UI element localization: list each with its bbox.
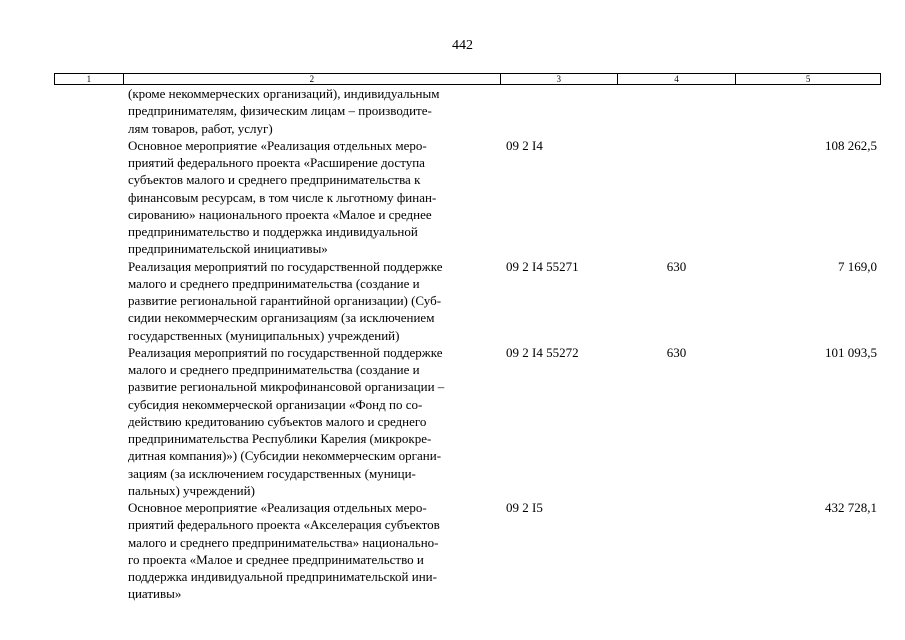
header-col-2: 2: [123, 74, 500, 84]
description-line: малого и среднего предпринимательства» национально-: [128, 534, 439, 550]
header-col-3: 3: [500, 74, 617, 84]
budget-table: [54, 73, 881, 603]
row-description: [122, 85, 500, 137]
description-line: пальных) учреждений): [128, 482, 255, 498]
description-line: поддержка индивидуальной предпринимательской ини-: [128, 569, 437, 584]
description-line: зациям (за исключением государственных (муници-: [128, 465, 416, 481]
row-type: [617, 499, 736, 603]
table-row: [54, 344, 881, 499]
description-line: лям товаров, работ, услуг): [128, 120, 273, 136]
table-row: [54, 85, 881, 137]
description-line: дитная компания)») (Субсидии некоммерческим органи-: [128, 448, 442, 464]
description-line: малого и среднего предпринимательства (создание и: [128, 275, 420, 291]
description-line: субъектов малого и среднего предпринимательства к: [128, 172, 421, 188]
row-type: 630: [666, 344, 687, 360]
row-amount: 432 728,1: [825, 500, 877, 515]
description-line: малого и среднего предпринимательства (создание и: [128, 362, 420, 377]
description-line: субсидия некоммерческой организации «Фонд по со-: [128, 396, 423, 412]
description-line: Реализация мероприятий по государственной поддержке: [128, 344, 443, 360]
row-code: 09 2 I5: [506, 500, 543, 515]
description-line: сидии некоммерческим организациям (за исключением: [128, 310, 435, 326]
row-description: [122, 137, 500, 258]
page-number: 442: [452, 38, 473, 53]
row-code: 09 2 I4 55271: [506, 258, 579, 274]
row-type: 630: [666, 258, 687, 274]
row-amount: 101 093,5: [825, 344, 877, 360]
table-row: [54, 137, 881, 258]
row-amount: [736, 85, 881, 137]
header-col-1: 1: [86, 74, 92, 84]
description-line: предпринимательство и поддержка индивидуальной: [128, 224, 418, 239]
description-line: (кроме некоммерческих организаций), индивидуальным: [128, 86, 440, 101]
description-line: го проекта «Малое и среднее предпринимательство и: [128, 551, 424, 567]
description-line: предпринимательства Республики Карелия (микрокре-: [128, 431, 432, 446]
description-line: сированию» национального проекта «Малое и среднее: [128, 206, 432, 222]
row-amount: 108 262,5: [825, 137, 877, 153]
row-description: [122, 499, 500, 603]
header-col-4: 4: [617, 74, 736, 84]
description-line: действию кредитованию субъектов малого и среднего: [128, 413, 427, 429]
row-code: 09 2 I4: [506, 137, 543, 153]
row-type: [617, 137, 736, 258]
description-line: циативы»: [128, 586, 182, 602]
row-type: [617, 85, 736, 137]
row-description: [122, 344, 500, 499]
table-header: [54, 73, 881, 85]
row-description: [122, 258, 500, 344]
description-line: развитие региональной гарантийной организации) (Суб-: [128, 293, 442, 308]
description-line: финансовым ресурсам, в том числе к льготному финан-: [128, 189, 437, 205]
description-line: предпринимательской инициативы»: [128, 241, 328, 257]
description-line: Реализация мероприятий по государственной поддержке: [128, 258, 443, 274]
description-line: приятий федерального проекта «Акселерация субъектов: [128, 517, 440, 533]
description-line: Основное мероприятие «Реализация отдельных меро-: [128, 137, 427, 153]
description-line: приятий федерального проекта «Расширение доступа: [128, 155, 425, 170]
description-line: государственных (муниципальных) учреждений): [128, 327, 400, 343]
table-row: [54, 499, 881, 603]
description-line: Основное мероприятие «Реализация отдельных меро-: [128, 500, 427, 515]
row-amount: 7 169,0: [838, 258, 877, 274]
description-line: развитие региональной микрофинансовой организации –: [128, 379, 445, 395]
header-col-5: 5: [735, 74, 880, 84]
table-row: [54, 258, 881, 344]
description-line: предпринимателям, физическим лицам – производите-: [128, 103, 432, 119]
row-code: [500, 85, 617, 137]
row-code: 09 2 I4 55272: [506, 344, 579, 360]
